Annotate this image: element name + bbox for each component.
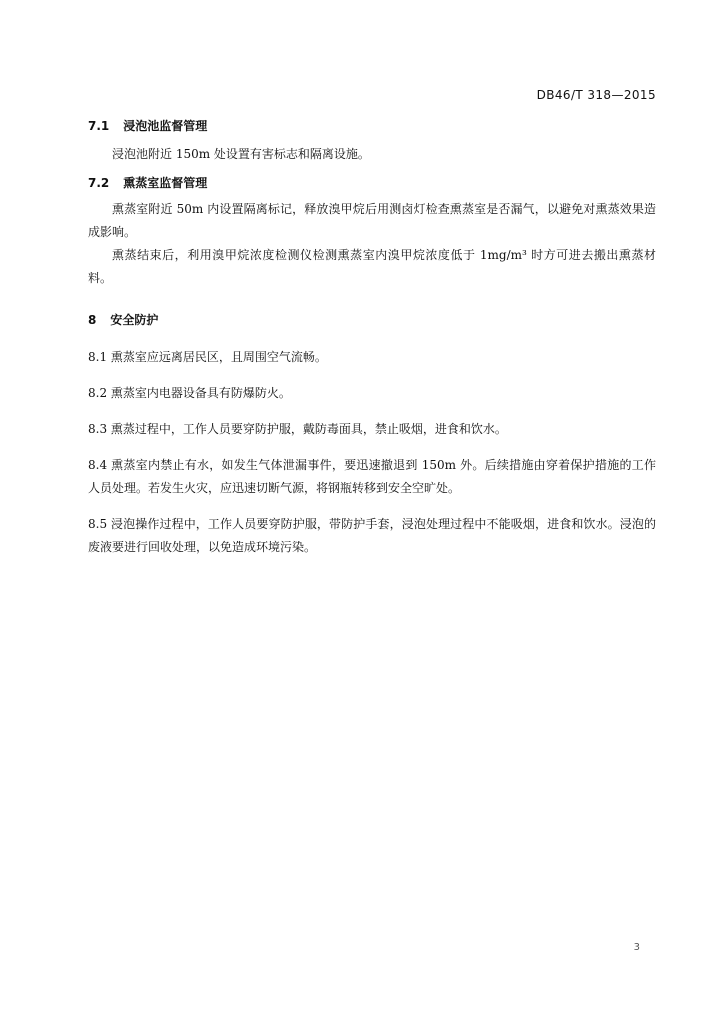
section-heading-7-1 xyxy=(88,117,656,135)
section-heading-7-2 xyxy=(88,174,656,192)
section-title: 浸泡池监督管理 xyxy=(123,119,208,133)
section-title: 安全防护 xyxy=(110,313,159,327)
document-code: DB46/T 318—2015 xyxy=(536,88,656,102)
list-item-8-5: 8.5 浸泡操作过程中，工作人员要穿防护服，带防护手套，浸泡处理过程中不能吸烟，进食和饮水。浸泡的废液要进行回收处理，以免造成环境污染。 xyxy=(88,517,656,554)
section-number: 7.1 xyxy=(88,119,110,133)
section-heading-8 xyxy=(88,311,656,329)
list-item-8-2: 8.2 熏蒸室内电器设备具有防爆防火。 xyxy=(88,386,291,400)
paragraph-7-1: 浸泡池附近 150m 处设置有害标志和隔离设施。 xyxy=(112,147,370,161)
paragraph-7-2-a: 熏蒸室附近 50m 内设置隔离标记，释放溴甲烷后用测卤灯检查熏蒸室是否漏气，以避免对熏蒸效果造成影响。 xyxy=(88,202,656,239)
section-number: 7.2 xyxy=(88,176,110,190)
page-number: 3 xyxy=(633,942,640,953)
document-body xyxy=(88,117,656,559)
section-title: 熏蒸室监督管理 xyxy=(123,176,208,190)
list-item-8-4: 8.4 熏蒸室内禁止有水，如发生气体泄漏事件，要迅速撤退到 150m 外。后续措施由穿着保护措施的工作人员处理。若发生火灾，应迅速切断气源，将钢瓶转移到安全空旷处。 xyxy=(88,458,656,495)
paragraph-7-2-b: 熏蒸结束后，利用溴甲烷浓度检测仪检测熏蒸室内溴甲烷浓度低于 1mg/m³ 时方可进去搬出熏蒸材料。 xyxy=(88,248,656,285)
section-number: 8 xyxy=(88,313,97,327)
list-item-8-3: 8.3 熏蒸过程中，工作人员要穿防护服，戴防毒面具，禁止吸烟，进食和饮水。 xyxy=(88,422,507,436)
list-item-8-1: 8.1 熏蒸室应远离居民区，且周围空气流畅。 xyxy=(88,350,327,364)
